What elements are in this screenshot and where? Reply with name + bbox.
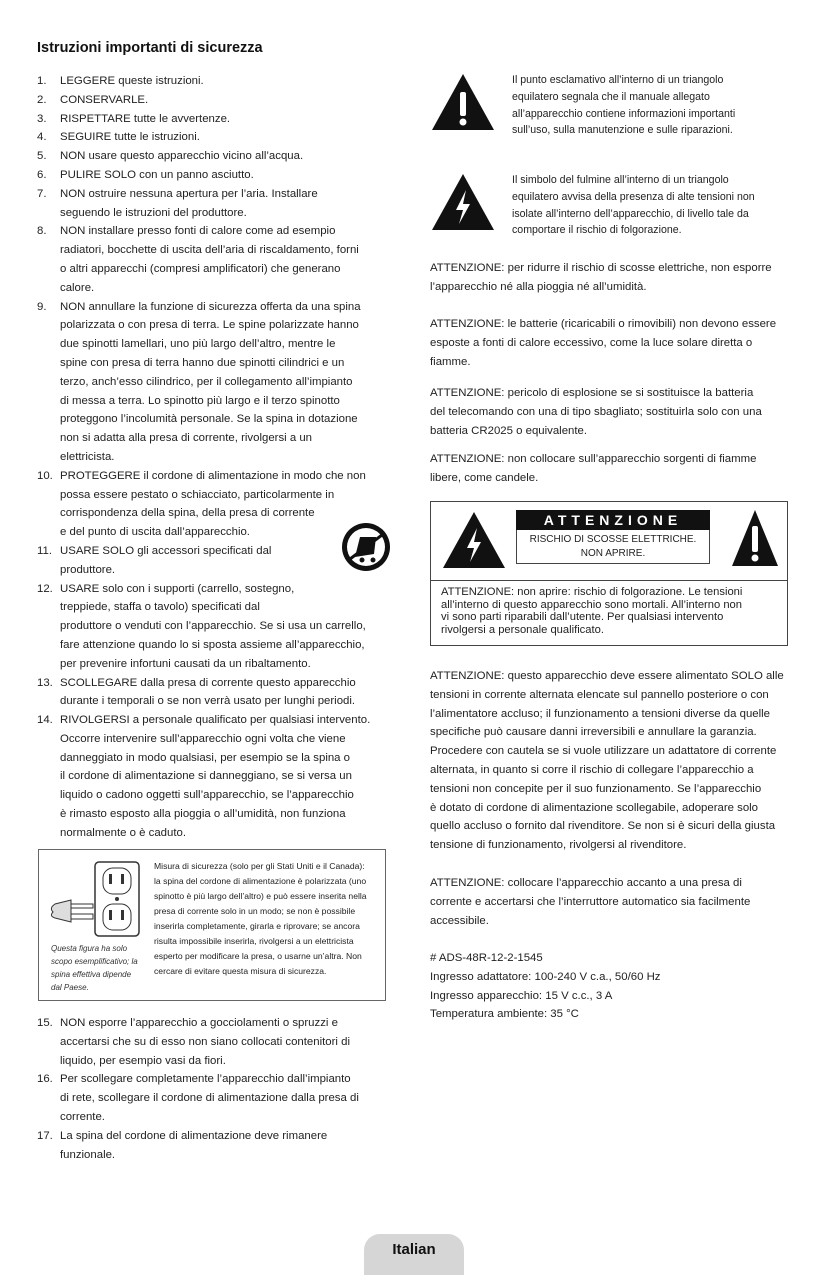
text-line: di rete, scollegare il cordone di alimentazione dalla presa di — [60, 1092, 359, 1105]
text-line: danneggiato in modo qualsiasi, per esempio se la spina o — [60, 751, 351, 764]
text-line: all’interno di questo apparecchio sono mortali. All’interno non — [441, 598, 743, 611]
text-line: USARE solo con i supporti (carrello, sostegno, — [60, 582, 295, 595]
text-line: RISPETTARE tutte le avvertenze. — [60, 112, 231, 125]
list-item — [37, 298, 385, 467]
list-item — [37, 580, 385, 674]
lightning-triangle-icon — [430, 172, 496, 232]
list-item-text — [60, 1014, 385, 1070]
text-line: ATTENZIONE: pericolo di esplosione se si sostituisce la batteria — [430, 387, 754, 399]
list-item-number: 17. — [37, 1129, 53, 1142]
text-line: la spina del cordone di alimentazione è polarizzata (uno — [154, 876, 367, 886]
text-line: due spinotti lamellari, uno più largo dell’altro, mentre le — [60, 338, 336, 351]
text-line: equilatero avvisa della presenza di alte tensioni non — [512, 190, 755, 203]
text-line: funzionale. — [60, 1148, 116, 1161]
cart-warning-icon — [340, 521, 392, 573]
attention-divider — [431, 580, 787, 581]
attention-box — [430, 501, 788, 646]
list-item-text — [60, 711, 385, 843]
list-item — [37, 674, 385, 712]
text-line: La spina del cordone di alimentazione deve rimanere — [60, 1129, 328, 1142]
list-item-number: 2. — [37, 93, 47, 106]
safety-list-part1 — [37, 72, 385, 843]
list-item-number: 8. — [37, 225, 47, 238]
list-item-text — [60, 1127, 385, 1165]
text-line: per prevenire infortuni causati da un ribaltamento. — [60, 657, 311, 670]
text-line: Ingresso adattatore: 100-240 V c.a., 50/60 Hz — [430, 970, 661, 983]
list-item — [37, 147, 385, 166]
list-item-number: 1. — [37, 75, 47, 87]
attention-subheading — [516, 530, 710, 564]
exclamation-triangle-icon — [430, 72, 496, 132]
list-item-text — [60, 185, 385, 223]
list-item — [37, 1014, 385, 1070]
safety-list-part2 — [37, 1014, 385, 1164]
text-line: tensioni in corrente alternata elencate sul pannello posteriore o con — [430, 688, 769, 701]
text-line: NON ostruire nessuna apertura per l’aria. Installare — [60, 187, 318, 200]
text-line: corrente. — [60, 1110, 105, 1123]
text-line: elettricista. — [60, 450, 115, 463]
list-item-text — [60, 110, 385, 129]
text-line: polarizzata o con presa di terra. Le spine polarizzate hanno — [60, 319, 359, 332]
list-item-number: 10. — [37, 469, 53, 482]
attention-heading: ATTENZIONE — [516, 510, 710, 530]
list-item — [37, 72, 385, 91]
text-line: Il simbolo del fulmine all’interno di un triangolo — [512, 174, 729, 186]
text-line: corrente e accertarsi che l’interruttore automatico sia facilmente — [430, 895, 751, 908]
text-line: quello accluso o fornito dal rivenditore. Se non si è sicuri della giusta — [430, 820, 776, 833]
exclamation-text — [512, 72, 788, 139]
text-line: e del punto di uscita dall’apparecchio. — [60, 526, 250, 539]
text-line: NON installare presso fonti di calore come ad esempio — [60, 225, 336, 238]
warning-paragraph — [430, 259, 788, 297]
text-line: cercare di evitare questa misura di sicurezza. — [154, 966, 327, 976]
list-item-number: 5. — [37, 150, 47, 163]
list-item — [37, 110, 385, 129]
text-line: LEGGERE queste istruzioni. — [60, 75, 204, 87]
text-line: liquido o cadono oggetti sull’apparecchio, se l’apparecchio — [60, 789, 354, 802]
text-line: o altri apparecchi (compresi amplificatori) che generano — [60, 262, 341, 275]
text-line: spina effettiva dipende — [51, 970, 132, 979]
list-item-number: 11. — [37, 544, 52, 557]
text-line: equilatero segnala che il manuale allegato — [512, 90, 710, 103]
polarized-plug-box — [38, 849, 386, 1001]
text-line: USARE SOLO gli accessori specificati dal — [60, 544, 272, 557]
text-line: spinotto è più largo dell’altro) e può essere inserita nella — [154, 891, 367, 901]
text-line: proteggono l’incolumità personale. Se la spina in dotazione — [60, 413, 358, 426]
text-line: NON esporre l’apparecchio a gocciolamenti o spruzzi e — [60, 1017, 338, 1029]
text-line: Questa figura ha solo — [51, 944, 128, 953]
text-line: ATTENZIONE: per ridurre il rischio di scosse elettriche, non esporre — [430, 262, 772, 274]
text-line: spine con presa di terra hanno due spinotti cilindrici e un — [60, 356, 345, 369]
warning-paragraph — [430, 667, 788, 855]
text-line: ATTENZIONE: questo apparecchio deve essere alimentato SOLO alle — [430, 670, 784, 682]
text-line: NON usare questo apparecchio vicino all’acqua. — [60, 150, 304, 163]
text-line: alternata, in quanto si corre il rischio di collegare l’apparecchio a — [430, 763, 754, 776]
text-line: all’apparecchio contiene informazioni importanti — [512, 107, 736, 120]
text-line: comportare il rischio di folgorazione. — [512, 224, 682, 237]
list-item — [37, 91, 385, 110]
text-line: non si adatta alla presa di corrente, rivolgersi a un — [60, 432, 313, 445]
attention-body — [441, 586, 781, 636]
text-line: Temperatura ambiente: 35 °C — [430, 1008, 579, 1021]
text-line: Occorre intervenire sull’apparecchio ogni volta che viene — [60, 732, 346, 745]
text-line: esposte a fonti di calore eccessivo, come la luce solare diretta o — [430, 336, 753, 349]
list-item — [37, 711, 385, 843]
text-line: l’alimentatore accluso; il funzionamento a tensioni diverse da quelle — [430, 707, 771, 720]
text-line: l’apparecchio né alla pioggia né all’umidità. — [430, 280, 647, 293]
text-line: esperto per modificare la presa, o usarne un’altra. Non — [154, 951, 362, 961]
text-line: SEGUIRE tutte le istruzioni. — [60, 131, 200, 144]
text-line: fare attenzione quando lo si sposta assieme all’apparecchio, — [60, 638, 365, 651]
text-line: corrispondenza della spina, della presa di corrente — [60, 507, 315, 520]
plug-description — [154, 859, 384, 979]
list-item-text — [60, 298, 385, 467]
text-line: il cordone di alimentazione si danneggiano, se si versa un — [60, 770, 352, 783]
text-line: ATTENZIONE: non collocare sull’apparecchio sorgenti di fiamme — [430, 453, 757, 465]
text-line: è rimasto esposto alla pioggia o all’umidità, non funziona — [60, 808, 346, 821]
list-item-text — [60, 580, 385, 674]
list-item-text — [60, 166, 385, 185]
plug-caption — [51, 942, 151, 994]
list-item-text — [60, 147, 385, 166]
text-line: ATTENZIONE: non aprire: rischio di folgorazione. Le tensioni — [441, 586, 743, 598]
text-line: sull’uso, sulla manutenzione e sulle riparazioni. — [512, 124, 733, 137]
text-line: fiamme. — [430, 355, 471, 368]
text-line: dal Paese. — [51, 983, 89, 992]
list-item-number: 9. — [37, 300, 47, 313]
list-item-text — [60, 542, 385, 580]
text-line: Per scollegare completamente l’apparecchio dall’impianto — [60, 1073, 351, 1086]
list-item-text — [60, 467, 385, 542]
text-line: possa essere pestato o schiacciato, particolarmente in — [60, 488, 335, 501]
text-line: rivolgersi a personale qualificato. — [441, 623, 604, 636]
exclamation-triangle-icon — [730, 508, 780, 568]
list-item-text — [60, 91, 385, 110]
list-item — [37, 222, 385, 297]
plug-outlet-icon — [47, 860, 147, 940]
text-line: PROTEGGERE il cordone di alimentazione in modo che non — [60, 469, 366, 482]
text-line: è dotato di cordone di alimentazione scollegabile, adoperare solo — [430, 801, 759, 814]
list-item-number: 13. — [37, 676, 53, 689]
text-line: produttore o venduti con l’apparecchio. Se si usa un carrello, — [60, 620, 366, 633]
list-item-text — [60, 72, 385, 91]
text-line: liquido, per esempio vasi da fiori. — [60, 1054, 226, 1067]
text-line: inserirla completamente, girarla e riprovare; se ancora — [154, 921, 360, 931]
text-line: treppiede, staffa o tavolo) specificati dal — [60, 601, 260, 614]
text-line: vi sono parti riparabili dall’utente. Per qualsiasi intervento — [441, 611, 724, 623]
list-item — [37, 1127, 385, 1165]
list-item-number: 7. — [37, 187, 47, 200]
list-item-number: 3. — [37, 112, 47, 125]
text-line: Ingresso apparecchio: 15 V c.c., 3 A — [430, 989, 613, 1002]
text-line: Il punto esclamativo all’interno di un triangolo — [512, 74, 724, 86]
text-line: CONSERVARLE. — [60, 93, 149, 106]
text-line: NON annullare la funzione di sicurezza offerta da una spina — [60, 300, 361, 313]
text-line: produttore. — [60, 563, 116, 576]
text-line: normalmente o è caduto. — [60, 826, 187, 839]
list-item — [37, 467, 385, 542]
list-item — [37, 185, 385, 223]
text-line: # ADS-48R-12-2-1545 — [430, 952, 543, 964]
text-line: batteria CR2025 o equivalente. — [430, 424, 588, 437]
text-line: NON APRIRE. — [580, 548, 646, 559]
text-line: Procedere con cautela se si vuole utilizzare un adattatore di corrente — [430, 745, 777, 758]
warning-paragraph — [430, 949, 788, 1024]
text-line: specifiche può causare danni irreversibili e annullare la garanzia. — [430, 726, 757, 739]
warning-paragraph — [430, 874, 788, 930]
text-line: isolate all’interno dell’apparecchio, di livello tale da — [512, 207, 749, 220]
text-line: RIVOLGERSI a personale qualificato per qualsiasi intervento. — [60, 714, 371, 727]
text-line: tensione di funzionamento, rivolgersi al rivenditore. — [430, 839, 687, 852]
language-tab: Italian — [364, 1234, 464, 1275]
text-line: durante i temporali o se non verrà usato per lunghi periodi. — [60, 695, 356, 708]
text-line: presa di corrente solo in un modo; se non è possibile — [154, 906, 356, 916]
text-line: radiatori, bocchette di uscita dell’aria di riscaldamento, forni — [60, 244, 359, 257]
list-item-number: 4. — [37, 131, 47, 144]
warning-paragraph — [430, 450, 788, 488]
text-line: accessibile. — [430, 914, 489, 927]
page-title: Istruzioni importanti di sicurezza — [37, 40, 263, 56]
warning-paragraph — [430, 384, 788, 440]
lightning-text — [512, 172, 788, 239]
list-item-text — [60, 674, 385, 712]
list-item-number: 15. — [37, 1017, 53, 1029]
text-line: SCOLLEGARE dalla presa di corrente questo apparecchio — [60, 676, 356, 689]
text-line: del telecomando con una di tipo sbagliato; sostituirla solo con una — [430, 405, 762, 418]
list-item — [37, 1070, 385, 1126]
list-item-text — [60, 222, 385, 297]
list-item-number: 16. — [37, 1073, 53, 1086]
list-item-text — [60, 1070, 385, 1126]
list-item-number: 12. — [37, 582, 53, 595]
text-line: ATTENZIONE: le batterie (ricaricabili o rimovibili) non devono essere — [430, 318, 777, 330]
list-item-number: 14. — [37, 714, 53, 727]
text-line: risulta impossibile inserirla, rivolgersi a un elettricista — [154, 936, 354, 946]
text-line: libere, come candele. — [430, 471, 539, 484]
lightning-triangle-icon — [441, 510, 507, 570]
text-line: tensioni non concepite per il suo funzionamento. Se l’apparecchio — [430, 782, 762, 795]
text-line: calore. — [60, 281, 95, 294]
list-item — [37, 166, 385, 185]
text-line: seguendo le istruzioni del produttore. — [60, 206, 247, 219]
text-line: Misura di sicurezza (solo per gli Stati Uniti e il Canada): — [154, 861, 365, 871]
text-line: di messa a terra. Lo spinotto più largo e il terzo spinotto — [60, 394, 340, 407]
text-line: RISCHIO DI SCOSSE ELETTRICHE. — [529, 534, 697, 545]
list-item-number: 6. — [37, 168, 47, 181]
warning-paragraph — [430, 315, 788, 371]
text-line: terzo, anch’esso cilindrico, per il collegamento all’impianto — [60, 375, 353, 388]
list-item — [37, 128, 385, 147]
text-line: PULIRE SOLO con un panno asciutto. — [60, 168, 254, 181]
list-item-text — [60, 128, 385, 147]
text-line: ATTENZIONE: collocare l’apparecchio accanto a una presa di — [430, 877, 742, 889]
text-line: accertarsi che su di esso non siano collocati contenitori di — [60, 1035, 350, 1048]
text-line: scopo esemplificativo; la — [51, 957, 138, 966]
list-item — [37, 542, 385, 580]
